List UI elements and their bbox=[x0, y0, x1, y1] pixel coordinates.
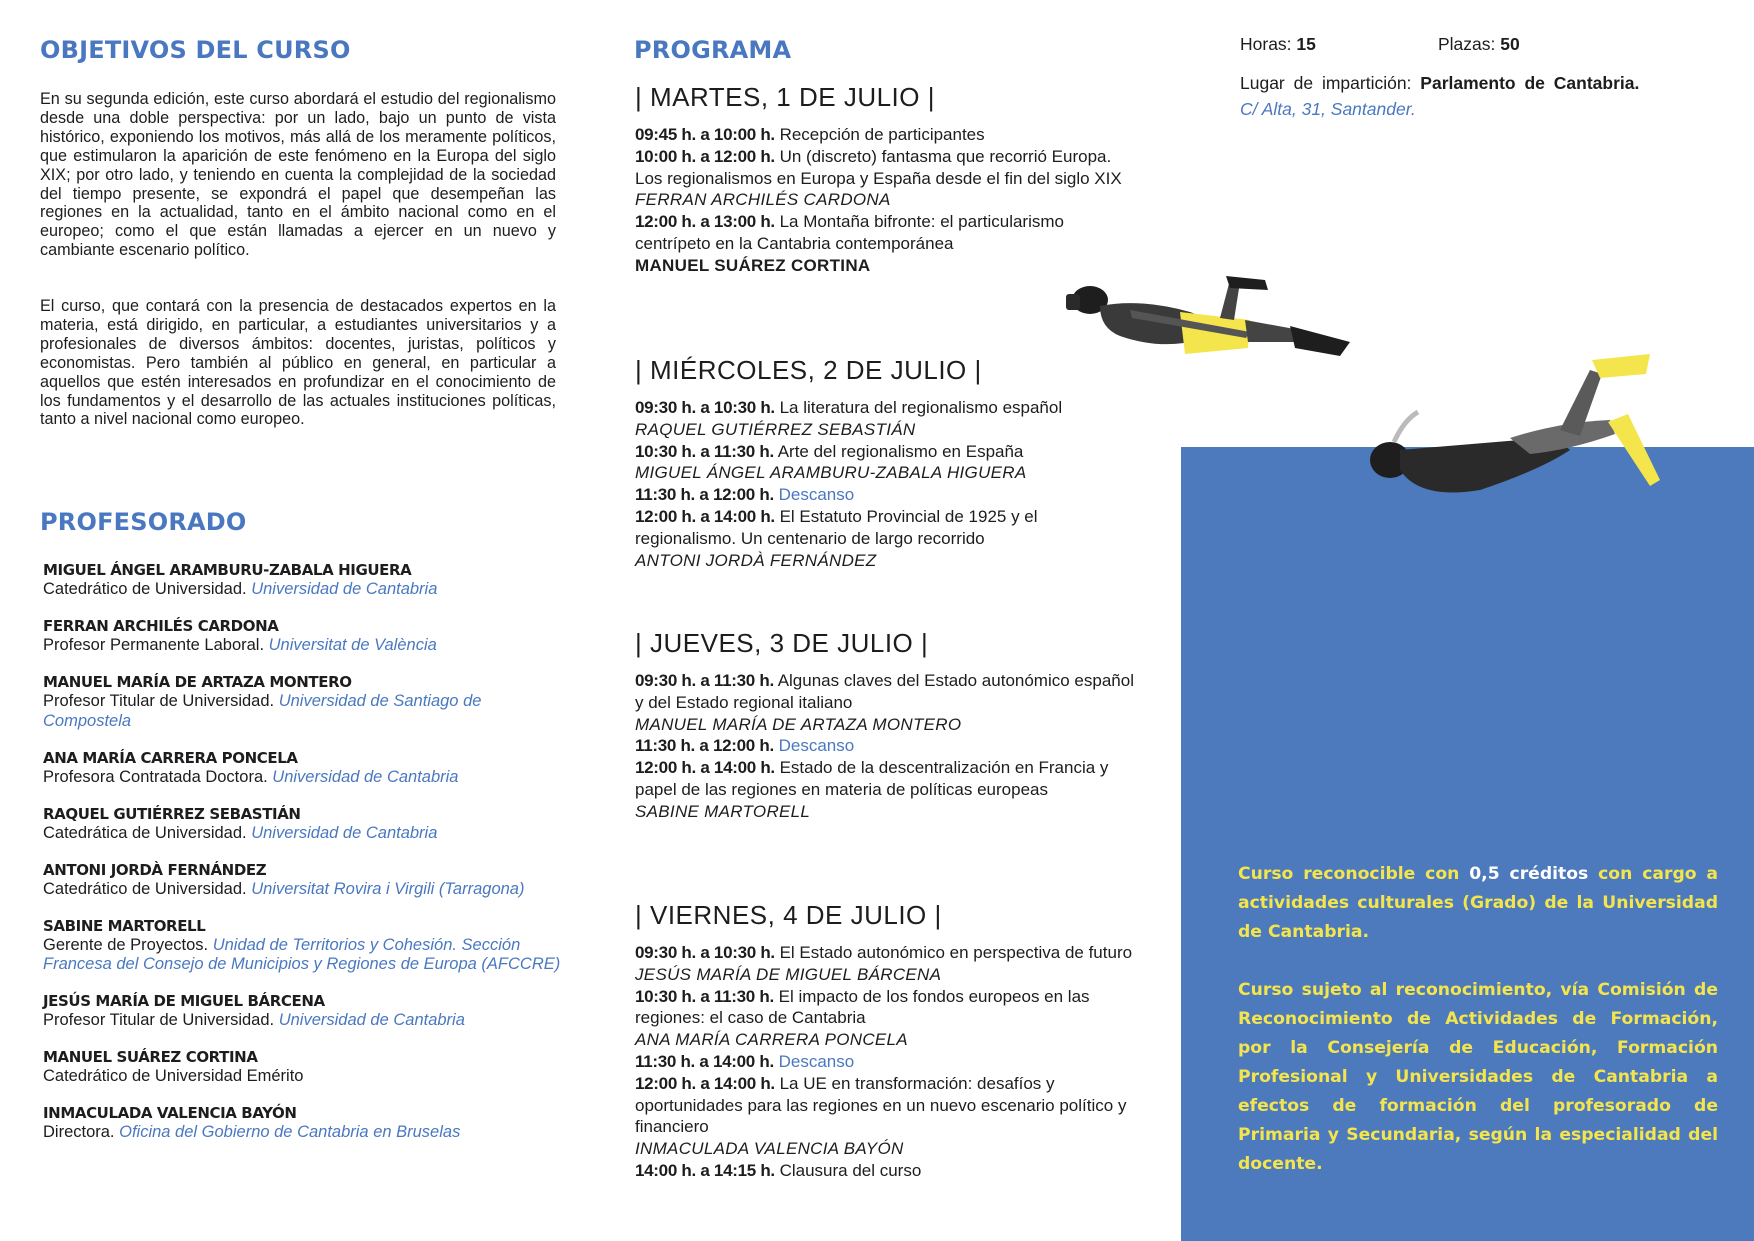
session-title: Recepción de participantes bbox=[779, 125, 985, 144]
session-title: La Montaña bifronte: el particularismo centrípeto en la Cantabria contemporánea bbox=[635, 212, 1064, 253]
session-speaker: RAQUEL GUTIÉRREZ SEBASTIÁN bbox=[635, 419, 916, 439]
break-label: Descanso bbox=[778, 736, 855, 756]
programa-heading: PROGRAMA bbox=[634, 36, 792, 64]
session-time: 10:00 h. a 12:00 h. bbox=[635, 146, 775, 166]
session-time: 10:30 h. a 11:30 h. bbox=[635, 986, 774, 1006]
profesor-item bbox=[43, 805, 563, 844]
session-title: El Estado autonómico en perspectiva de futuro bbox=[779, 943, 1133, 962]
session-time: 10:30 h. a 11:30 h. bbox=[635, 441, 774, 461]
profesor-name: MIGUEL ÁNGEL ARAMBURU-ZABALA HIGUERA bbox=[43, 561, 412, 579]
day-title: | VIERNES, 4 DE JULIO | bbox=[635, 900, 942, 930]
profesor-role-line bbox=[43, 692, 563, 731]
profesor-name: MANUEL SUÁREZ CORTINA bbox=[43, 1048, 258, 1066]
profesor-institution: Universidad de Cantabria bbox=[251, 580, 438, 598]
day-title: | MARTES, 1 DE JULIO | bbox=[635, 82, 935, 112]
objetivos-paragraph: En su segunda edición, este curso abordará el estudio del regionalismo desde una doble perspectiva: por un lado, bajo un punto de vista histórico, exponiendo los motivos, más allá de los meramente políticos, que estimularon la aparición de este fenómeno en la Europa del siglo XIX; por otro lado, y teniendo en cuenta la complejidad de la sociedad del tiempo presente, se expondrá el papel que desempeñan las regiones en la actualidad, tanto en el ámbito nacional como en el europeo; como el que están llamadas a ejercer en un nuevo y cambiante escenario político. bbox=[40, 90, 556, 260]
break-label: Descanso bbox=[778, 1051, 855, 1071]
profesor-institution: Universitat de València bbox=[268, 636, 437, 654]
profesor-item bbox=[43, 1048, 563, 1087]
profesor-name: INMACULADA VALENCIA BAYÓN bbox=[43, 1104, 297, 1122]
session-break bbox=[635, 1051, 1135, 1073]
session bbox=[635, 1073, 1135, 1160]
profesor-item bbox=[43, 561, 563, 600]
profesor-name: RAQUEL GUTIÉRREZ SEBASTIÁN bbox=[43, 804, 301, 823]
profesor-role: Gerente de Proyectos. bbox=[43, 935, 209, 954]
session-time: 12:00 h. a 14:00 h. bbox=[635, 1073, 775, 1093]
profesorado-list bbox=[43, 561, 563, 1160]
profesor-item bbox=[43, 917, 563, 975]
profesor-role: Profesor Titular de Universidad. bbox=[43, 692, 275, 710]
profesor-institution: Oficina del Gobierno de Cantabria en Bruselas bbox=[119, 1123, 461, 1141]
profesor-role: Catedrático de Universidad. bbox=[43, 879, 247, 898]
profesor-name: SABINE MARTORELL bbox=[43, 916, 206, 935]
profesor-role-line bbox=[43, 1123, 563, 1143]
profesor-role-line bbox=[43, 1067, 563, 1087]
session-break bbox=[635, 735, 1135, 757]
session-title: Algunas claves del Estado autonómico español y del Estado regional italiano bbox=[635, 671, 1134, 712]
yellow-fin-icon bbox=[1592, 354, 1650, 378]
profesor-name: ANA MARÍA CARRERA PONCELA bbox=[43, 748, 298, 767]
objetivos-paragraph: El curso, que contará con la presencia de destacados expertos en la materia, está dirigido, en particular, a estudiantes universitarios y a profesionales de diversos ámbitos: docentes, juristas, políticos y economistas. Pero también al público en general, en particular a aquellos que estén interesados en profundizar en el conocimiento de los fundamentos y el desarrollo de las actuales instituciones políticas, tanto a nivel nacional como europeo. bbox=[40, 297, 556, 429]
profesor-institution: Universidad de Cantabria bbox=[272, 767, 459, 786]
snorkel-icon bbox=[1394, 412, 1418, 442]
session-title: Estado de la descentralización en Francia y papel de las regiones en materia de políticas europeas bbox=[635, 758, 1109, 799]
session-title: Arte del regionalismo en España bbox=[777, 441, 1024, 461]
horas-value: 15 bbox=[1296, 34, 1316, 54]
break-label: Descanso bbox=[778, 485, 855, 505]
profesor-role-line bbox=[43, 824, 563, 844]
session bbox=[635, 506, 1135, 571]
profesor-institution: Universidad de Cantabria bbox=[278, 1011, 465, 1029]
fin-icon bbox=[1226, 276, 1268, 290]
profesor-role: Profesora Contratada Doctora. bbox=[43, 767, 268, 786]
profesor-item bbox=[43, 617, 563, 656]
profesor-institution: Unidad de Territorios y Cohesión. Sección Francesa del Consejo de Municipios y Regiones de Europa (AFCCRE) bbox=[43, 935, 561, 973]
profesor-role: Catedrático de Universidad. bbox=[43, 580, 247, 598]
programa-day bbox=[635, 82, 1135, 277]
day-title: | JUEVES, 3 DE JULIO | bbox=[635, 628, 929, 658]
session-time: 09:30 h. a 10:30 h. bbox=[635, 398, 775, 417]
session bbox=[635, 942, 1135, 986]
credits-highlight: 0,5 créditos bbox=[1469, 864, 1589, 884]
swimmer-1-body bbox=[1066, 276, 1350, 356]
profesor-role: Catedrática de Universidad. bbox=[43, 823, 247, 842]
yellow-fin-icon bbox=[1608, 414, 1660, 486]
session-time: 12:00 h. a 14:00 h. bbox=[635, 758, 775, 778]
session-time: 12:00 h. a 14:00 h. bbox=[635, 506, 775, 526]
profesor-institution: Universidad de Santiago de Compostela bbox=[43, 692, 482, 730]
session-time: 11:30 h. a 12:00 h. bbox=[635, 485, 774, 505]
profesor-institution: Universidad de Cantabria bbox=[251, 823, 438, 842]
profesor-role-line bbox=[43, 768, 563, 788]
profesor-item bbox=[43, 861, 563, 900]
programa-day bbox=[635, 355, 1135, 571]
session-speaker: JESÚS MARÍA DE MIGUEL BÁRCENA bbox=[635, 964, 942, 984]
session-speaker: SABINE MARTORELL bbox=[635, 801, 811, 821]
profesorado-heading: PROFESORADO bbox=[40, 508, 247, 536]
session bbox=[635, 1160, 1135, 1182]
profesor-role-line bbox=[43, 636, 563, 656]
session-speaker: MIGUEL ÁNGEL ARAMBURU-ZABALA HIGUERA bbox=[635, 463, 1027, 483]
programa-day bbox=[635, 900, 1135, 1182]
session-time: 11:30 h. a 14:00 h. bbox=[635, 1051, 774, 1071]
profesor-item bbox=[43, 749, 563, 788]
session-time: 14:00 h. a 14:15 h. bbox=[635, 1160, 775, 1180]
session-title: El impacto de los fondos europeos en las regiones: el caso de Cantabria bbox=[635, 986, 1090, 1028]
address: C/ Alta, 31, Santander. bbox=[1240, 99, 1416, 119]
profesor-item bbox=[43, 673, 563, 731]
session-title: Un (discreto) fantasma que recorrió Europa. Los regionalismos en Europa y España desde el fin del siglo XIX bbox=[635, 146, 1122, 188]
plazas-label: Plazas: bbox=[1438, 34, 1496, 54]
lugar-value: Parlamento de Cantabria. bbox=[1420, 73, 1640, 93]
fin-icon bbox=[1290, 326, 1350, 356]
profesor-role-line bbox=[43, 880, 563, 900]
profesor-role-line bbox=[43, 1011, 563, 1031]
session-break bbox=[635, 484, 1135, 506]
session-title: La literatura del regionalismo español bbox=[779, 398, 1063, 417]
session-speaker: INMACULADA VALENCIA BAYÓN bbox=[635, 1139, 904, 1159]
swimmer-illustration-1 bbox=[1050, 270, 1370, 380]
credits-paragraph-2: Curso sujeto al reconocimiento, vía Comisión de Reconocimiento de Actividades de Formación, por la Consejería de Educación, Formación Profesional y Universidades de Cantabria a efectos de formación del profesorado de Primaria y Secundaria, según la especialidad del docente. bbox=[1238, 980, 1718, 1174]
session-title: La UE en transformación: desafíos y oportunidades para las regiones en un nuevo escenario político y financiero bbox=[635, 1073, 1127, 1137]
credits-text: con cargo a actividades culturales (Grado) de la Universidad de Cantabria. bbox=[1238, 864, 1719, 942]
profesor-item bbox=[43, 1104, 563, 1143]
session bbox=[635, 986, 1135, 1051]
session-speaker: MANUEL SUÁREZ CORTINA bbox=[635, 255, 871, 275]
session-speaker: MANUEL MARÍA DE ARTAZA MONTERO bbox=[635, 714, 962, 734]
profesor-name: MANUEL MARÍA DE ARTAZA MONTERO bbox=[43, 673, 352, 691]
session-title: Clausura del curso bbox=[779, 1160, 922, 1180]
profesor-role: Directora. bbox=[43, 1123, 115, 1141]
session bbox=[635, 124, 1135, 146]
session-time: 09:30 h. a 10:30 h. bbox=[635, 943, 775, 962]
session bbox=[635, 211, 1135, 276]
programa-day bbox=[635, 628, 1135, 823]
session-time: 12:00 h. a 13:00 h. bbox=[635, 212, 775, 232]
profesor-role: Profesor Permanente Laboral. bbox=[43, 636, 265, 654]
session bbox=[635, 146, 1135, 211]
swimmer-illustration-2 bbox=[1360, 350, 1670, 520]
session-speaker: FERRAN ARCHILÉS CARDONA bbox=[635, 190, 891, 210]
credits-text: Curso reconocible con bbox=[1238, 864, 1470, 884]
horas-label: Horas: bbox=[1240, 34, 1292, 54]
session-time: 11:30 h. a 12:00 h. bbox=[635, 736, 774, 756]
credits-paragraph-1 bbox=[1238, 860, 1718, 947]
session-speaker: ANA MARÍA CARRERA PONCELA bbox=[635, 1030, 908, 1050]
objetivos-heading: OBJETIVOS DEL CURSO bbox=[40, 36, 351, 64]
session-time: 09:30 h. a 11:30 h. bbox=[635, 671, 774, 690]
profesor-role-line bbox=[43, 580, 563, 600]
session bbox=[635, 757, 1135, 822]
session-speaker: ANTONI JORDÀ FERNÁNDEZ bbox=[635, 550, 877, 570]
profesor-role: Profesor Titular de Universidad. bbox=[43, 1011, 275, 1029]
profesor-role-line bbox=[43, 936, 563, 975]
plazas-value: 50 bbox=[1500, 34, 1520, 54]
day-title: | MIÉRCOLES, 2 DE JULIO | bbox=[635, 355, 982, 385]
course-info bbox=[1240, 34, 1730, 122]
profesor-item bbox=[43, 992, 563, 1031]
profesor-role: Catedrático de Universidad Emérito bbox=[43, 1067, 304, 1085]
swimmer-2-body bbox=[1370, 354, 1660, 493]
credits-notice bbox=[1238, 860, 1718, 1208]
profesor-name: ANTONI JORDÀ FERNÁNDEZ bbox=[43, 860, 267, 879]
profesor-name: FERRAN ARCHILÉS CARDONA bbox=[43, 617, 279, 635]
session bbox=[635, 441, 1135, 485]
lugar-label: Lugar de impartición: bbox=[1240, 73, 1412, 93]
session bbox=[635, 397, 1135, 441]
session bbox=[635, 670, 1135, 735]
session-title: El Estatuto Provincial de 1925 y el regionalismo. Un centenario de largo recorrido bbox=[635, 506, 1038, 548]
profesor-name: JESÚS MARÍA DE MIGUEL BÁRCENA bbox=[43, 992, 325, 1010]
session-time: 09:45 h. a 10:00 h. bbox=[635, 125, 775, 144]
profesor-institution: Universitat Rovira i Virgili (Tarragona) bbox=[251, 879, 525, 898]
